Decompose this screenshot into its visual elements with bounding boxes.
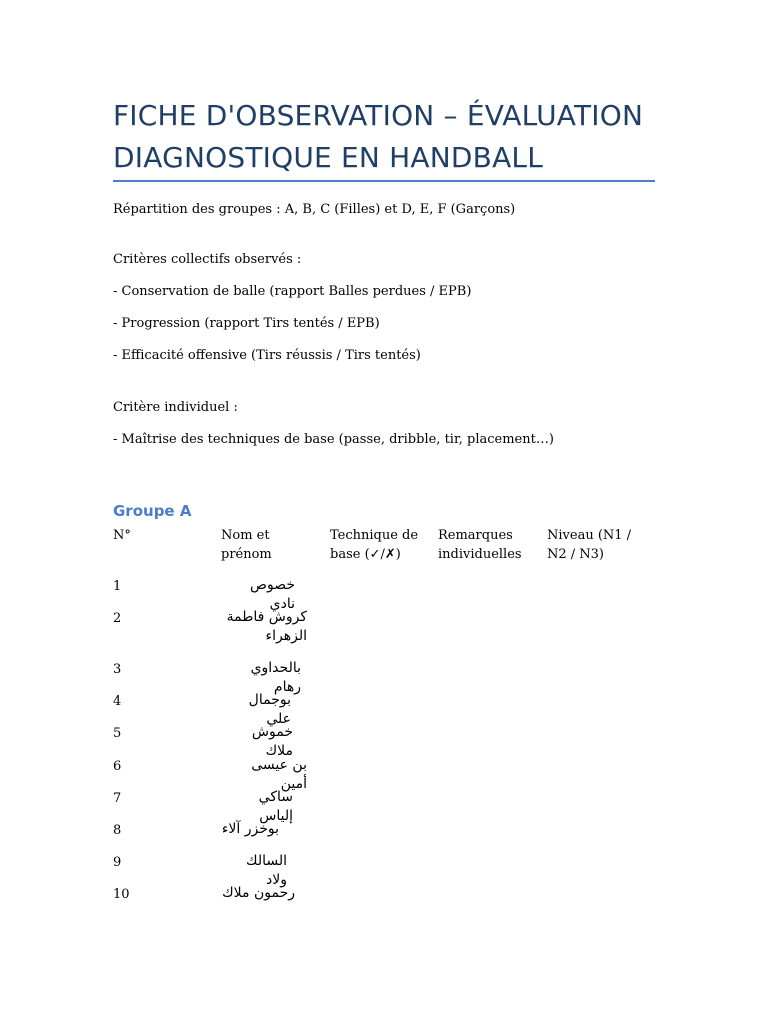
row-number: 8 bbox=[113, 823, 122, 838]
title-underline bbox=[113, 180, 655, 182]
row-number: 3 bbox=[113, 662, 122, 677]
group-heading: Groupe A bbox=[113, 502, 192, 520]
collective-criterion-1: - Conservation de balle (rapport Balles perdues / EPB) bbox=[113, 284, 472, 299]
individual-criterion: - Maîtrise des techniques de base (passe, dribble, tir, placement…) bbox=[113, 432, 554, 447]
repartition-text: Répartition des groupes : A, B, C (Filles) et D, E, F (Garçons) bbox=[113, 202, 516, 217]
row-number: 7 bbox=[113, 791, 122, 806]
column-header-level: Niveau (N1 / N2 / N3) bbox=[547, 528, 632, 562]
collective-criteria-heading: Critères collectifs observés : bbox=[113, 252, 302, 267]
document-title: FICHE D'OBSERVATION – ÉVALUATION DIAGNOSTIQUE EN HANDBALL bbox=[113, 99, 644, 174]
column-header-remarks: Remarques individuelles bbox=[438, 528, 522, 562]
student-name: بوخزر آلاء bbox=[221, 821, 279, 837]
individual-criterion-heading: Critère individuel : bbox=[113, 400, 238, 415]
column-header-number: N° bbox=[113, 528, 131, 543]
student-name: خموش ملاك bbox=[251, 724, 293, 759]
collective-criterion-2: - Progression (rapport Tirs tentés / EPB) bbox=[113, 316, 380, 331]
student-name: ساكي إلياس bbox=[258, 789, 293, 824]
row-number: 6 bbox=[113, 759, 122, 774]
student-name: بوجمال علي bbox=[248, 692, 291, 727]
row-number: 2 bbox=[113, 611, 122, 626]
student-name: بالحداوي رهام bbox=[250, 660, 301, 695]
column-header-name: Nom et prénom bbox=[221, 528, 272, 562]
student-name: بن عيسى أمين bbox=[251, 757, 307, 792]
student-name: خصوص نادي bbox=[250, 577, 295, 612]
row-number: 10 bbox=[113, 887, 130, 902]
row-number: 4 bbox=[113, 694, 122, 709]
row-number: 5 bbox=[113, 726, 122, 741]
student-name: السالك ولاد bbox=[246, 853, 287, 888]
student-name: رحمون ملاك bbox=[222, 885, 295, 901]
row-number: 9 bbox=[113, 855, 122, 870]
column-header-technique: Technique de base (✓/✗) bbox=[330, 528, 419, 562]
student-name: كروش فاطمة الزهراء bbox=[226, 609, 307, 644]
collective-criterion-3: - Efficacité offensive (Tirs réussis / Tirs tentés) bbox=[113, 348, 421, 363]
row-number: 1 bbox=[113, 579, 122, 594]
